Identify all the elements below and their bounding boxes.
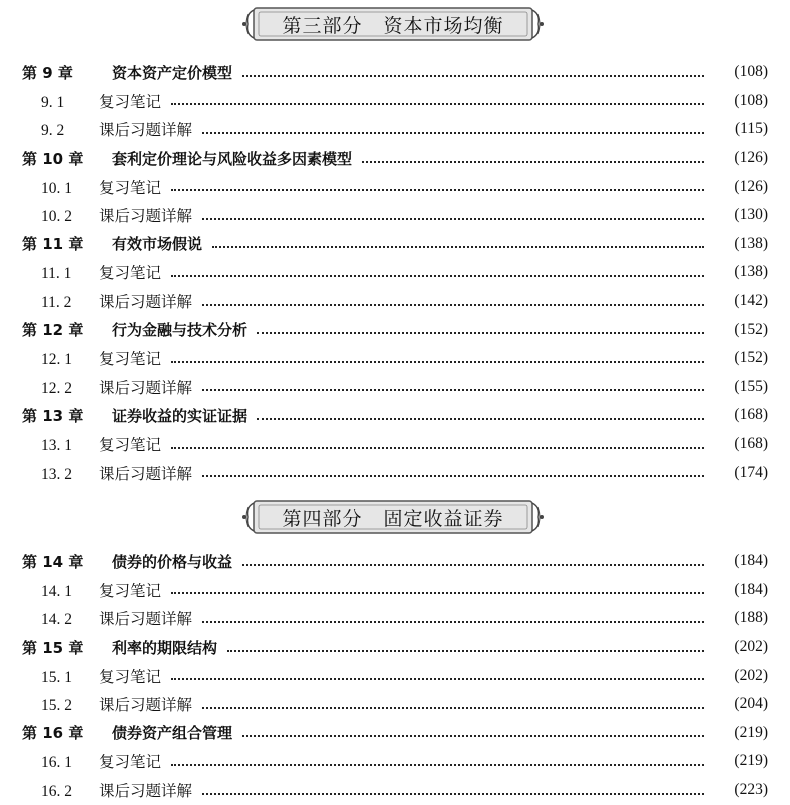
entry-title: 课后习题详解: [99, 782, 193, 801]
chapter-number: 第 9 章: [22, 63, 73, 82]
page-number: (108): [734, 91, 768, 109]
dot-leader: [202, 706, 704, 709]
section-number: 9. 1: [41, 93, 65, 111]
dot-leader: [242, 563, 704, 566]
toc-entry[interactable]: [0, 287, 790, 316]
page-number: (126): [734, 149, 768, 167]
toc-entry[interactable]: [0, 373, 790, 402]
toc-entry[interactable]: [0, 719, 790, 748]
part-title: 第四部分 固定收益证券: [282, 507, 504, 530]
section-number: 13. 1: [41, 437, 72, 455]
entry-title: 课后习题详解: [99, 378, 193, 397]
toc-entry[interactable]: [0, 430, 790, 459]
entry-title: 行为金融与技术分析: [112, 321, 248, 340]
chapter-number: 第 14 章: [22, 552, 84, 571]
chapter-number: 第 11 章: [22, 235, 84, 254]
toc-entry[interactable]: [0, 315, 790, 344]
page-number: (142): [734, 292, 768, 310]
dot-leader: [171, 677, 704, 680]
toc-entry[interactable]: [0, 144, 790, 173]
page-number: (115): [735, 120, 768, 138]
page-number: (204): [734, 695, 768, 713]
section-number: 11. 2: [41, 294, 72, 312]
section-number: 14. 2: [41, 611, 72, 629]
entry-title: 有效市场假说: [112, 235, 203, 254]
dot-leader: [257, 331, 704, 334]
toc-entry[interactable]: [0, 576, 790, 605]
section-number: 16. 2: [41, 783, 72, 801]
toc-entry[interactable]: [0, 115, 790, 144]
toc-entry[interactable]: [0, 344, 790, 373]
toc-entry[interactable]: [0, 633, 790, 662]
section-number: 9. 2: [41, 122, 65, 140]
dot-leader: [202, 217, 704, 220]
toc-entry[interactable]: [0, 690, 790, 719]
entry-title: 课后习题详解: [99, 207, 193, 226]
toc-entry[interactable]: [0, 458, 790, 487]
dot-leader: [171, 188, 704, 191]
dot-leader: [171, 274, 704, 277]
dot-leader: [171, 446, 704, 449]
entry-title: 课后习题详解: [99, 121, 193, 140]
page-number: (168): [734, 435, 768, 453]
dot-leader: [202, 388, 704, 391]
dot-leader: [227, 649, 704, 652]
entry-title: 资本资产定价模型: [112, 63, 233, 82]
entry-title: 复习笔记: [99, 350, 162, 369]
entry-title: 债券资产组合管理: [112, 724, 233, 743]
toc-list: [0, 547, 790, 804]
dot-leader: [242, 74, 704, 77]
dot-leader: [171, 360, 704, 363]
toc-entry[interactable]: [0, 87, 790, 116]
section-number: 13. 2: [41, 465, 72, 483]
page-number: (138): [734, 234, 768, 252]
dot-leader: [257, 417, 704, 420]
part-banner: [240, 497, 546, 537]
chapter-number: 第 12 章: [22, 321, 84, 340]
entry-title: 利率的期限结构: [112, 638, 218, 657]
toc-entry[interactable]: [0, 547, 790, 576]
dot-leader: [202, 303, 704, 306]
toc-list: [0, 58, 790, 487]
page-number: (219): [734, 723, 768, 741]
part-title: 第三部分 资本市场均衡: [282, 14, 504, 37]
entry-title: 复习笔记: [99, 667, 162, 686]
entry-title: 复习笔记: [99, 178, 162, 197]
dot-leader: [202, 474, 704, 477]
toc-entry[interactable]: [0, 776, 790, 805]
section-number: 14. 1: [41, 582, 72, 600]
entry-title: 复习笔记: [99, 264, 162, 283]
toc-entry[interactable]: [0, 58, 790, 87]
entry-title: 复习笔记: [99, 753, 162, 772]
entry-title: 课后习题详解: [99, 293, 193, 312]
page-number: (188): [734, 609, 768, 627]
page-number: (108): [734, 63, 768, 81]
page-number: (168): [734, 406, 768, 424]
dot-leader: [212, 245, 704, 248]
dot-leader: [171, 591, 704, 594]
toc-entry[interactable]: [0, 258, 790, 287]
entry-title: 套利定价理论与风险收益多因素模型: [112, 149, 353, 168]
entry-title: 复习笔记: [99, 92, 162, 111]
section-number: 12. 1: [41, 351, 72, 369]
section-number: 10. 2: [41, 208, 72, 226]
dot-leader: [171, 763, 704, 766]
page-number: (202): [734, 666, 768, 684]
page-number: (130): [734, 206, 768, 224]
entry-title: 债券的价格与收益: [112, 552, 233, 571]
page-number: (202): [734, 638, 768, 656]
page-number: (155): [734, 377, 768, 395]
dot-leader: [242, 734, 704, 737]
chapter-number: 第 13 章: [22, 406, 84, 425]
entry-title: 证券收益的实证证据: [112, 406, 248, 425]
dot-leader: [171, 102, 704, 105]
entry-title: 课后习题详解: [99, 464, 193, 483]
section-number: 15. 1: [41, 668, 72, 686]
toc-entry[interactable]: [0, 230, 790, 259]
section-number: 16. 1: [41, 754, 72, 772]
entry-title: 课后习题详解: [99, 696, 193, 715]
entry-title: 复习笔记: [99, 581, 162, 600]
toc-entry[interactable]: [0, 661, 790, 690]
section-number: 11. 1: [41, 265, 72, 283]
toc-entry[interactable]: [0, 747, 790, 776]
page-number: (138): [734, 263, 768, 281]
chapter-number: 第 15 章: [22, 638, 84, 657]
toc-entry[interactable]: [0, 201, 790, 230]
toc-entry[interactable]: [0, 604, 790, 633]
page-number: (152): [734, 320, 768, 338]
page-number: (174): [734, 463, 768, 481]
dot-leader: [202, 792, 704, 795]
part-banner: [240, 4, 546, 44]
page-number: (219): [734, 752, 768, 770]
chapter-number: 第 16 章: [22, 724, 84, 743]
entry-title: 课后习题详解: [99, 610, 193, 629]
section-number: 15. 2: [41, 697, 72, 715]
entry-title: 复习笔记: [99, 436, 162, 455]
section-number: 12. 2: [41, 379, 72, 397]
chapter-number: 第 10 章: [22, 149, 84, 168]
page-number: (152): [734, 349, 768, 367]
page-number: (126): [734, 177, 768, 195]
page-number: (184): [734, 552, 768, 570]
toc-entry[interactable]: [0, 401, 790, 430]
dot-leader: [362, 160, 704, 163]
page-number: (223): [734, 781, 768, 799]
dot-leader: [202, 131, 704, 134]
page-number: (184): [734, 580, 768, 598]
section-number: 10. 1: [41, 179, 72, 197]
dot-leader: [202, 620, 704, 623]
toc-entry[interactable]: [0, 172, 790, 201]
